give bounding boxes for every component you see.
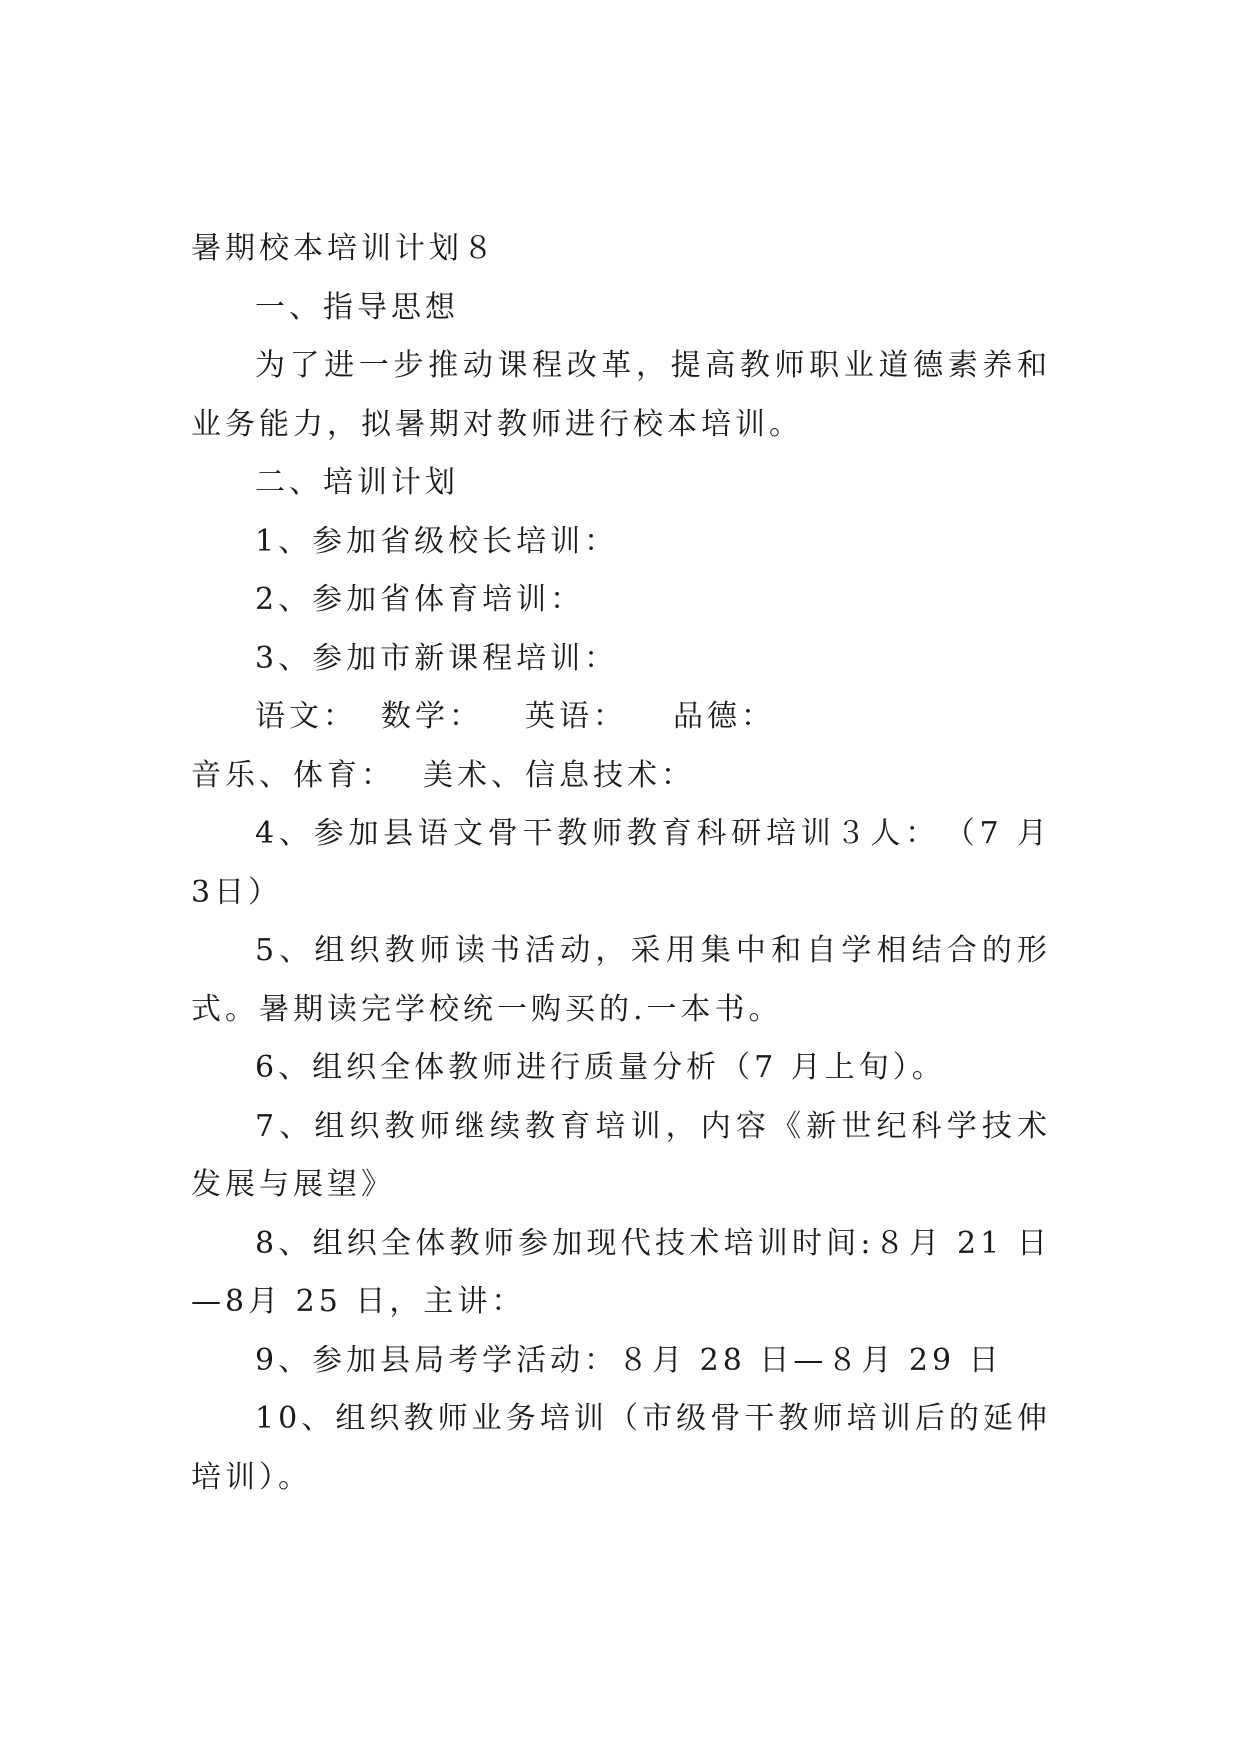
list-item-5: 5、组织教师读书活动，采用集中和自学相结合的形式。暑期读完学校统一购买的.一本书。 bbox=[191, 933, 1051, 1027]
list-item-2: 2、参加省体育培训： bbox=[255, 582, 585, 617]
subject-math: 数学： bbox=[381, 699, 483, 734]
list-item-8: 8、组织全体教师参加现代技术培训时间:８月 21 日—8月 25 日，主讲： bbox=[191, 1225, 1051, 1319]
list-item-1: 1、参加省级校长培训： bbox=[255, 523, 619, 559]
subject-english: 英语： bbox=[525, 699, 627, 734]
section-heading-guiding-ideology: 一、指导思想 bbox=[255, 289, 459, 325]
subject-music-pe: 音乐、体育： bbox=[191, 757, 395, 793]
list-item-6: 6、组织全体教师进行质量分析（7 月上旬）。 bbox=[255, 1050, 946, 1085]
document-body bbox=[191, 220, 1051, 1507]
list-item-4: 4、参加县语文骨干教师教育科研培训３人： （7 月 3日） bbox=[191, 816, 1051, 910]
subject-morality: 品德： bbox=[673, 699, 775, 734]
subject-list bbox=[191, 688, 1051, 805]
subject-art-it: 美术、信息技术： bbox=[423, 757, 695, 793]
list-item-9: 9、参加县局考学活动：８月 28 日—８月 29 日 bbox=[255, 1342, 1003, 1378]
section-heading-training-plan: 二、培训计划 bbox=[255, 465, 459, 500]
paragraph-purpose: 为了进一步推动课程改革，提高教师职业道德素养和业务能力，拟暑期对教师进行校本培训。 bbox=[191, 348, 1051, 442]
list-item-10: 10、组织教师业务培训（市级骨干教师培训后的延伸培训）。 bbox=[191, 1401, 1051, 1495]
list-item-7: 7、组织教师继续教育培训，内容《新世纪科学技术发展与展望》 bbox=[191, 1108, 1051, 1202]
list-item-3: 3、参加市新课程培训： bbox=[255, 640, 619, 676]
subject-chinese: 语文： bbox=[255, 699, 357, 734]
document-title: 暑期校本培训计划８ bbox=[191, 231, 497, 266]
